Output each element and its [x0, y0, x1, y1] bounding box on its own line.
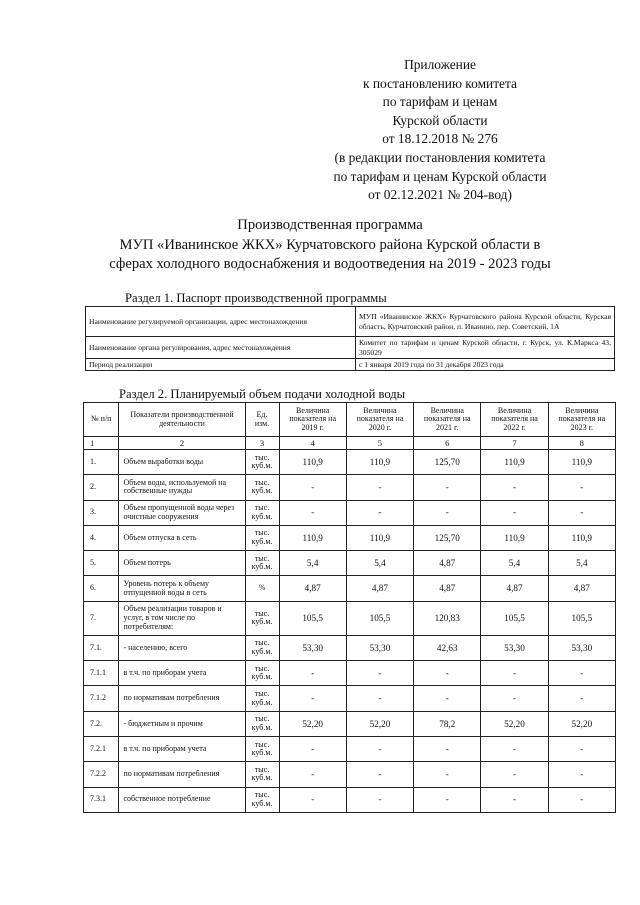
row-value: -: [346, 762, 413, 787]
row-value: 53,30: [548, 635, 615, 660]
appendix-line: по тарифам и ценам Курской области: [333, 168, 547, 184]
row-unit: тыс. куб.м.: [245, 711, 279, 736]
appendix-block: [300, 56, 580, 205]
index-cell: 5: [346, 437, 413, 450]
row-value: 53,30: [346, 635, 413, 660]
row-value: -: [346, 500, 413, 525]
row-value: -: [481, 475, 548, 500]
row-value: -: [279, 475, 346, 500]
passport-value: с 1 января 2019 года по 31 декабря 2023 года: [356, 359, 615, 371]
row-value: -: [548, 475, 615, 500]
row-unit: тыс. куб.м.: [245, 686, 279, 711]
row-value: 53,30: [279, 635, 346, 660]
header-cell: Величина показателя на 2021 г.: [414, 403, 481, 437]
table-row: [84, 576, 616, 601]
appendix-line: Курской области: [392, 112, 488, 128]
row-value: -: [346, 736, 413, 761]
appendix-line: к постановлению комитета: [363, 75, 517, 91]
table-row: [84, 525, 616, 550]
row-value: 5,4: [481, 551, 548, 576]
row-value: 125,70: [414, 525, 481, 550]
row-value: 4,87: [481, 576, 548, 601]
column-index-row: [84, 437, 616, 450]
row-unit: тыс. куб.м.: [245, 787, 279, 812]
header-cell: Величина показателя на 2020 г.: [346, 403, 413, 437]
row-value: -: [414, 787, 481, 812]
row-value: 110,9: [346, 525, 413, 550]
table-header-row: [84, 403, 616, 437]
section1-heading: Раздел 1. Паспорт производственной программы: [125, 291, 387, 305]
row-unit: тыс. куб.м.: [245, 661, 279, 686]
row-value: -: [279, 661, 346, 686]
passport-row: [86, 337, 615, 359]
passport-label: Период реализации: [86, 359, 356, 371]
index-cell: 3: [245, 437, 279, 450]
volume-table: [83, 402, 616, 813]
header-cell: Величина показателя на 2022 г.: [481, 403, 548, 437]
row-value: -: [414, 686, 481, 711]
row-value: -: [481, 500, 548, 525]
table-row: [84, 711, 616, 736]
row-value: -: [548, 500, 615, 525]
row-value: 105,5: [481, 601, 548, 635]
row-value: -: [481, 736, 548, 761]
row-value: -: [346, 661, 413, 686]
row-indicator: Объем реализации товаров и услуг, в том числе по потребителям:: [119, 601, 245, 635]
passport-row: [86, 359, 615, 371]
row-value: 105,5: [548, 601, 615, 635]
row-number: 7.3.1: [84, 787, 119, 812]
index-cell: 2: [119, 437, 245, 450]
row-number: 7.1.2: [84, 686, 119, 711]
row-value: -: [481, 762, 548, 787]
table-row: [84, 475, 616, 500]
row-value: 4,87: [279, 576, 346, 601]
row-value: -: [548, 686, 615, 711]
header-cell: Ед. изм.: [245, 403, 279, 437]
table-row: [84, 686, 616, 711]
row-number: 7.1.1: [84, 661, 119, 686]
row-unit: тыс. куб.м.: [245, 762, 279, 787]
row-value: 5,4: [548, 551, 615, 576]
row-number: 5.: [84, 551, 119, 576]
index-cell: 8: [548, 437, 615, 450]
title-line: МУП «Иванинское ЖКХ» Курчатовского района Курской области в: [119, 236, 541, 253]
table-row: [84, 661, 616, 686]
appendix-line: по тарифам и ценам: [382, 94, 498, 110]
table-row: [84, 500, 616, 525]
appendix-line: от 02.12.2021 № 204-вод): [368, 187, 512, 203]
index-cell: 4: [279, 437, 346, 450]
passport-value: МУП «Иванинское ЖКХ» Курчатовского района Курской области, Курская область, Курчатовский район, п. Иванино, пер. Советский, 1А: [356, 307, 615, 337]
document-title: [60, 216, 600, 275]
row-value: 5,4: [279, 551, 346, 576]
row-value: 105,5: [279, 601, 346, 635]
row-value: -: [548, 762, 615, 787]
passport-label: Наименование органа регулирования, адрес местонахождения: [86, 337, 356, 359]
appendix-line: (в редакции постановления комитета: [334, 149, 546, 165]
row-number: 6.: [84, 576, 119, 601]
row-indicator: собственное потребление: [119, 787, 245, 812]
row-indicator: по нормативам потребления: [119, 762, 245, 787]
row-value: 110,9: [279, 525, 346, 550]
row-indicator: Объем выработки воды: [119, 450, 245, 475]
row-value: 4,87: [548, 576, 615, 601]
title-line: сферах холодного водоснабжения и водоотведения на 2019 - 2023 годы: [109, 256, 551, 272]
row-number: 3.: [84, 500, 119, 525]
row-number: 2.: [84, 475, 119, 500]
row-value: -: [279, 736, 346, 761]
row-value: 110,9: [279, 450, 346, 475]
table-row: [84, 762, 616, 787]
passport-row: [86, 307, 615, 337]
row-value: -: [548, 736, 615, 761]
row-indicator: Объем потерь: [119, 551, 245, 576]
row-value: -: [548, 787, 615, 812]
row-indicator: - бюджетным и прочим: [119, 711, 245, 736]
row-unit: %: [245, 576, 279, 601]
row-indicator: - населению, всего: [119, 635, 245, 660]
row-indicator: Объем пропущенной воды через очистные сооружения: [119, 500, 245, 525]
table-row: [84, 787, 616, 812]
passport-value: Комитет по тарифам и ценам Курской области, г. Курск, ул. К.Маркса 43, 305029: [356, 337, 615, 359]
table-row: [84, 635, 616, 660]
row-unit: тыс. куб.м.: [245, 551, 279, 576]
row-value: 105,5: [346, 601, 413, 635]
row-value: 110,9: [346, 450, 413, 475]
header-cell: Величина показателя на 2019 г.: [279, 403, 346, 437]
row-unit: тыс. куб.м.: [245, 635, 279, 660]
row-value: -: [279, 762, 346, 787]
row-value: -: [548, 661, 615, 686]
row-indicator: Уровень потерь к объему отпущенной воды в сеть: [119, 576, 245, 601]
row-unit: тыс. куб.м.: [245, 736, 279, 761]
row-indicator: в т.ч. по приборам учета: [119, 661, 245, 686]
row-value: 4,87: [414, 576, 481, 601]
header-cell: Показатели производственной деятельности: [119, 403, 245, 437]
row-indicator: по нормативам потребления: [119, 686, 245, 711]
title-line: Производственная программа: [237, 217, 423, 233]
table-row: [84, 736, 616, 761]
row-number: 1.: [84, 450, 119, 475]
table-row: [84, 551, 616, 576]
row-unit: тыс. куб.м.: [245, 475, 279, 500]
row-value: -: [279, 787, 346, 812]
row-value: 110,9: [481, 525, 548, 550]
row-value: -: [414, 475, 481, 500]
row-unit: тыс. куб.м.: [245, 601, 279, 635]
row-value: -: [414, 736, 481, 761]
row-value: 120,83: [414, 601, 481, 635]
row-value: -: [346, 686, 413, 711]
row-value: 52,20: [481, 711, 548, 736]
row-value: 78,2: [414, 711, 481, 736]
row-number: 7.2.2: [84, 762, 119, 787]
index-cell: 6: [414, 437, 481, 450]
section2-heading: Раздел 2. Планируемый объем подачи холодной воды: [119, 387, 406, 401]
row-value: -: [481, 787, 548, 812]
row-value: -: [279, 686, 346, 711]
row-value: 110,9: [548, 450, 615, 475]
row-value: 42,63: [414, 635, 481, 660]
row-value: 4,87: [346, 576, 413, 601]
row-value: 52,20: [279, 711, 346, 736]
row-value: -: [414, 500, 481, 525]
row-number: 7.: [84, 601, 119, 635]
row-unit: тыс. куб.м.: [245, 500, 279, 525]
row-value: 5,4: [346, 551, 413, 576]
header-cell: Величина показателя на 2023 г.: [548, 403, 615, 437]
row-value: -: [481, 661, 548, 686]
appendix-line: от 18.12.2018 № 276: [382, 131, 498, 147]
row-value: -: [346, 475, 413, 500]
row-number: 7.2.: [84, 711, 119, 736]
row-value: 52,20: [548, 711, 615, 736]
passport-label: Наименование регулируемой организации, адрес местонахождения: [86, 307, 356, 337]
row-value: 110,9: [548, 525, 615, 550]
row-value: -: [414, 762, 481, 787]
row-value: 110,9: [481, 450, 548, 475]
index-cell: 1: [84, 437, 119, 450]
row-value: 53,30: [481, 635, 548, 660]
passport-table: [85, 306, 615, 371]
row-value: -: [346, 787, 413, 812]
row-value: -: [279, 500, 346, 525]
table-row: [84, 601, 616, 635]
row-value: 125,70: [414, 450, 481, 475]
row-value: -: [481, 686, 548, 711]
table-row: [84, 450, 616, 475]
row-indicator: Объем отпуска в сеть: [119, 525, 245, 550]
appendix-line: Приложение: [404, 57, 476, 72]
row-number: 4.: [84, 525, 119, 550]
row-value: -: [414, 661, 481, 686]
row-unit: тыс. куб.м.: [245, 525, 279, 550]
header-cell: № п/п: [84, 403, 119, 437]
row-value: 52,20: [346, 711, 413, 736]
row-unit: тыс. куб.м.: [245, 450, 279, 475]
row-number: 7.2.1: [84, 736, 119, 761]
row-indicator: Объем воды, используемой на собственные нужды: [119, 475, 245, 500]
row-number: 7.1.: [84, 635, 119, 660]
row-value: 4,87: [414, 551, 481, 576]
index-cell: 7: [481, 437, 548, 450]
row-indicator: в т.ч. по приборам учета: [119, 736, 245, 761]
